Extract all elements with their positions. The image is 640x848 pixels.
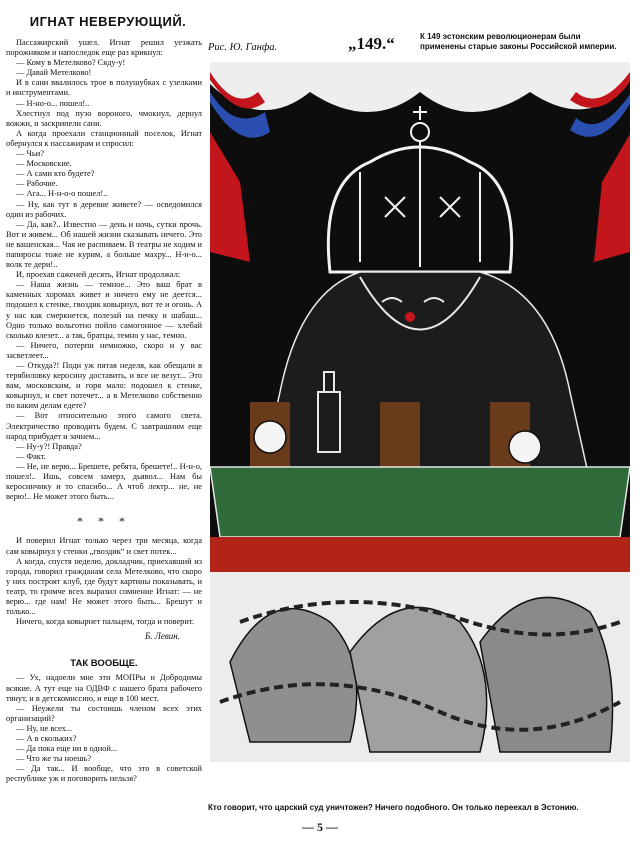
story-ending xyxy=(6,536,202,627)
dialogue-line: — Да так... И вообще, что это в советской республике уж и поговорить нельзя? xyxy=(6,764,202,784)
story-paragraph: — Ничего, потерпи немножко, скоро и у вас засветлеет... xyxy=(6,340,202,360)
second-story-body xyxy=(6,673,202,784)
story-paragraph: — Ну-у?! Правда? xyxy=(16,441,82,451)
story-paragraph: — Рабочие. xyxy=(16,179,58,189)
story-paragraph: — Наша жизнь — темное... Это ваш брат в каменных хоромах живет и ничего ему не деется... подошел к стенке, гвоздик ковырнул, вот те и огонь. А у нас как смеркнется, полезай на печку и шабаш... Одно только вольготно пойло самогонное — хлебай сколько влезет... а так, братцы, темно у нас, темно. xyxy=(6,280,202,340)
chained-prisoners xyxy=(210,572,630,762)
illustration-credit: Рис. Ю. Ганфа. xyxy=(208,42,278,53)
dialogue-line: — Да пока еще ни в одной... xyxy=(16,744,118,754)
story-body xyxy=(6,38,202,502)
story-paragraph: — Ну, как тут в деревне живете? — осведомился один из рабочих. xyxy=(6,199,202,219)
dialogue-line: — А в скольких? xyxy=(16,734,77,743)
dialogue-line: — Что же ты ноешь? xyxy=(16,754,92,764)
dialogue-line: — Неужели ты состоишь членом всех этих организаций? xyxy=(6,703,202,723)
story-paragraph: — Факт. xyxy=(16,451,46,461)
story-paragraph: — Московские. xyxy=(16,159,72,169)
cartoon-illustration xyxy=(210,62,630,762)
story-paragraph: А когда, спустя неделю, докладчик, приехавший из города, говорил гражданам села Метелково, что скоро у них построят клуб, где будут картины показывать, и театр, то громче всех выразил сомнение Игнат: — не верю... где нам! Не может этого быть... Брешут и только... xyxy=(6,556,202,617)
story-paragraph: А когда проехали станционный поселок, Игнат обернулся к пассажирам и спросил: xyxy=(6,128,202,148)
story-paragraph: — А сами кто будете? xyxy=(16,169,95,179)
story-paragraph: И поверил Игнат только через три месяца, когда сам ковырнул у стенки „гвоздик“ и свет потек... xyxy=(6,536,202,556)
story-paragraph: — Да, как?.. Известно — день и ночь, сутки прочь. Вот и живем... Об нашей жизни сказывать нечего. Это не вашенская... Чая не распиваем. В театры не ходим и папиросы тоже не курим, а больше махру... Н-н-о... волк те дери!.. xyxy=(6,219,202,270)
header-note: К 149 эстонским революционерам были применены старые законы Российской империи. xyxy=(420,32,617,51)
story-paragraph: — Вот относительно этого самого света. Электричество проводить будем. С завтрашним еще народ прибудет и зачнем... xyxy=(6,411,202,441)
story-title: ИГНАТ НЕВЕРУЮЩИЙ. xyxy=(29,14,187,29)
story-paragraph: — Откуда?! Поди уж пятая неделя, как обещали в терябиловку керосину доставить, и все не везут... Это вам, московским, и горя мало: подошел к стенке, ковырнул, и свет потечет... а в Метелково собственно по каким делам едете? xyxy=(6,361,202,411)
cartoon-title-number: „149.“ xyxy=(348,34,395,53)
section-separator: * * * xyxy=(77,514,131,529)
left-column xyxy=(6,38,202,784)
cartoon-drawing xyxy=(210,62,630,762)
story-paragraph: — Не, не верю... Брешете, ребята, брешете!.. Н-н-о, пошел!.. Ишь, совсем замерз, дьявол... Нам бы керосинчику и то спасибо... А чтоб лектр... не, не верю!.. Не может этого быть... xyxy=(6,461,202,502)
cartoon-caption: Кто говорит, что царский суд уничтожен? Ничего подобного. Он только переехал в Эстонию. xyxy=(208,803,579,812)
story-paragraph: И в сани ввалилось трое в полушубках с узелками и инструментами. xyxy=(6,78,202,98)
dialogue-line: — Ух, надоели мне эти МОПРы и Добродимы всякие. А тут еще на ОДВФ с нашего брата рабочего тянут, и в детскомиссию, и еще в 100 мест. xyxy=(6,673,202,703)
story-paragraph: Пассажирский ушел. Игнат решил уезжать порожняком и напоследок еще раз крикнул: xyxy=(6,38,202,58)
page-number: — 5 — xyxy=(302,820,338,834)
story-paragraph: — Чьи? xyxy=(16,149,44,159)
second-story-title: ТАК ВООБЩЕ. xyxy=(70,658,138,670)
author-signature: Б. Левин. xyxy=(144,631,180,642)
story-paragraph: — Ага... Н-н-о-о пошел!.. xyxy=(16,189,108,199)
story-paragraph: — Н-но-о... пошел!.. xyxy=(16,98,90,108)
dialogue-line: — Ну, не всех... xyxy=(16,723,73,733)
court-table xyxy=(210,467,630,537)
story-paragraph: — Давай Метелково! xyxy=(16,68,92,78)
story-paragraph: — Кому в Метелково? Сяду-у! xyxy=(16,58,126,68)
story-paragraph: Хлестнул под пузо вороного, чмокнул, дернул вожжи, и заскрипели сани. xyxy=(6,108,202,128)
story-paragraph: Ничего, когда ковырнет пальцем, тогда и поверит. xyxy=(16,617,194,627)
story-paragraph: И, проехав саженей десять, Игнат продолжал: xyxy=(16,270,181,280)
red-floor xyxy=(210,537,630,577)
